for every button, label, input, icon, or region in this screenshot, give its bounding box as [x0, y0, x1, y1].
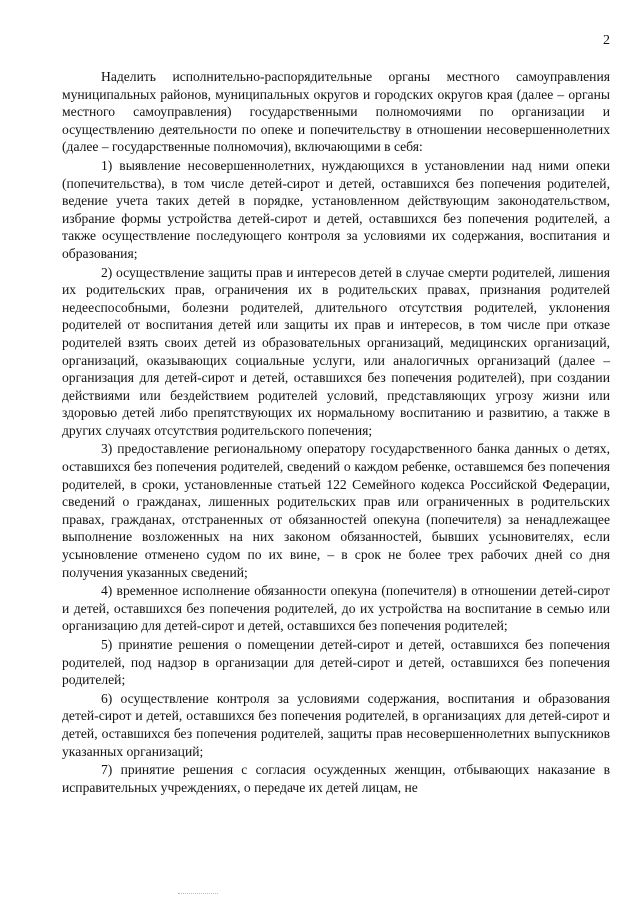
list-item-6: 6) осуществление контроля за условиями содержания, воспитания и образования детей-сирот и детей, оставшихся без попечения родителей, в организациях для детей-сирот и детей, оставшихся без попечения родителей, защиты прав несовершеннолетних выпускников указанных организаций; [62, 690, 610, 759]
list-item-5: 5) принятие решения о помещении детей-сирот и детей, оставшихся без попечения родителей, под надзор в организации для детей-сирот и детей, оставшихся без попечения родителей; [62, 637, 610, 688]
scan-artifact-mark [178, 893, 218, 897]
intro-paragraph: Наделить исполнительно-распорядительные органы местного самоуправления муниципальных районов, муниципальных округов и городских округов края (далее – органы местного самоуправления) государственными полномочиями по организации и осуществлению деятельности по опеке и попечительству в отношении несовершеннолетних (далее – государственные полномочия), включающими в себя: [62, 69, 610, 155]
list-item-2: 2) осуществление защиты прав и интересов детей в случае смерти родителей, лишения их родительских прав, ограничения их в родительских правах, признания родителей недееспособными, болезни родителей, длительного отсутствия родителей, уклонения родителей от воспитания детей или защиты их прав и интересов, в том числе при отказе родителей взять своих детей из образовательных организаций, медицинских организаций, организаций, оказывающих социальные услуги, или аналогичных организаций (далее – организация для детей-сирот и детей, оставшихся без попечения родителей), при создании действиями или бездействием родителей условий, представляющих угрозу жизни или здоровью детей либо препятствующих их нормальному воспитанию и развитию, а также в других случаях отсутствия родительского попечения; [62, 264, 610, 438]
list-item-4: 4) временное исполнение обязанности опекуна (попечителя) в отношении детей-сирот и детей, оставшихся без попечения родителей, до их устройства на воспитание в семью или организацию для детей-сирот и детей, оставшихся без попечения родителей; [62, 583, 610, 634]
page-number: 2 [603, 33, 610, 48]
list-item-1: 1) выявление несовершеннолетних, нуждающихся в установлении над ними опеки (попечительства), в том числе детей-сирот и детей, оставшихся без попечения родителей, ведение учета таких детей в порядке, установленном действующим законодательством, избрание формы устройства детей-сирот и детей, оставшихся без попечения родителей, а также осуществление последующего контроля за условиями их содержания, воспитания и образования; [62, 157, 610, 261]
list-item-3: 3) предоставление региональному оператору государственного банка данных о детях, оставшихся без попечения родителей, сведений о каждом ребенке, оставшемся без попечения родителей, в сроки, установленные статьей 122 Семейного кодекса Российской Федерации, сведений о гражданах, лишенных родительских прав или ограниченных в родительских правах, гражданах, отстраненных от обязанностей опекуна (попечителя) за ненадлежащее выполнение возложенных на них законом обязанностей, бывших усыновителях, если усыновление отменено судом по их вине, – в срок не более трех рабочих дней со дня получения указанных сведений; [62, 441, 610, 580]
list-item-7: 7) принятие решения с согласия осужденных женщин, отбывающих наказание в исправительных учреждениях, о передаче их детей лицам, не [62, 762, 610, 795]
document-body [62, 68, 610, 797]
